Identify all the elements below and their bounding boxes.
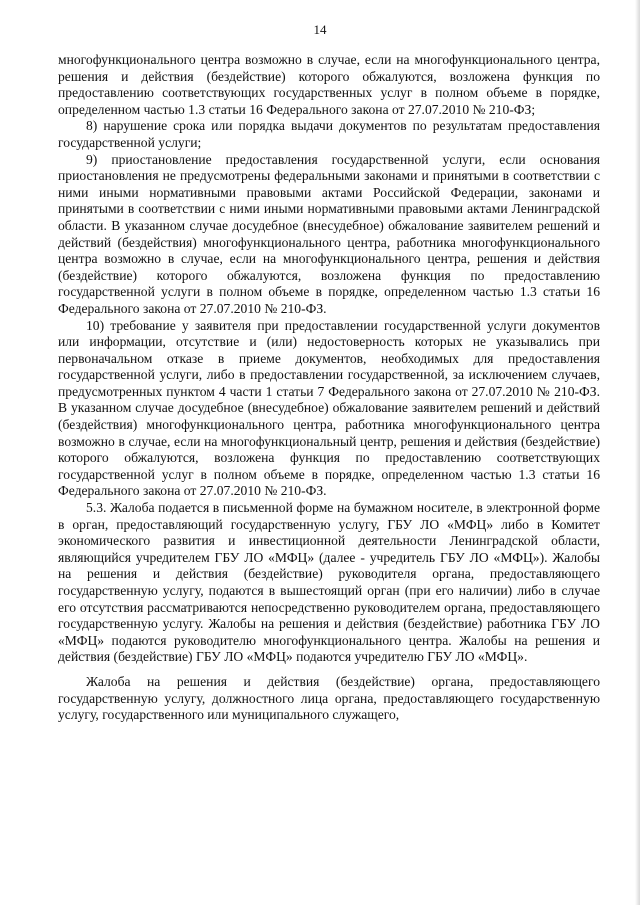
page-number: 14 bbox=[313, 22, 327, 37]
document-body bbox=[58, 52, 600, 724]
paragraph-item-9: 9) приостановление предоставления государственной услуги, если основания приостановления не предусмотрены федеральными законами и принятыми в соответствии с ними иными нормативными правовыми актами Российской Федерации, законами и принятыми в соответствии с ними иными нормативными правовыми актами Ленинградской области. В указанном случае досудебное (внесудебное) обжалование заявителем решений и действий (бездействия) многофункционального центра, работника многофункционального центра возможно в случае, если на многофункционального центра, решения и действия (бездействие) которого обжалуются, возложена функция по предоставлению государственной услуги в полном объеме в порядке, определенном частью 1.3 статьи 16 Федерального закона от 27.07.2010 № 210-ФЗ. bbox=[58, 151, 600, 316]
paragraph-5-3: 5.3. Жалоба подается в письменной форме на бумажном носителе, в электронной форме в орган, предоставляющий государственную услугу, ГБУ ЛО «МФЦ» либо в Комитет экономического развития и инвестиционной деятельности Ленинградской области, являющийся учредителем ГБУ ЛО «МФЦ» (далее - учредитель ГБУ ЛО «МФЦ»). Жалобы на решения и действия (бездействие) руководителя органа, предоставляющего государственную услугу, подаются в вышестоящий орган (при его наличии) либо в случае его отсутствия рассматриваются непосредственно руководителем органа, предоставляющего государственную услугу. Жалобы на решения и действия (бездействие) работника ГБУ ЛО «МФЦ» подаются руководителю многофункционального центра. Жалобы на решения и действия (бездействие) ГБУ ЛО «МФЦ» подаются учредителю ГБУ ЛО «МФЦ». bbox=[58, 500, 600, 665]
paragraph-item-10: 10) требование у заявителя при предоставлении государственной услуги документов или информации, отсутствие и (или) недостоверность которых не указывались при первоначальном отказе в приеме документов, необходимых для предоставления государственной услуги, либо в предоставлении государственной, за исключением случаев, предусмотренных пунктом 4 части 1 статьи 7 Федерального закона от 27.07.2010 № 210-ФЗ. В указанном случае досудебное (внесудебное) обжалование заявителем решений и действий (бездействия) многофункционального центра, работника многофункционального центра возможно в случае, если на многофункциональный центр, решения и действия (бездействие) которого обжалуются, возложена функция по предоставлению соответствующих государственной услуг в полном объеме в порядке, определенном частью 1.3 статьи 16 Федерального закона от 27.07.2010 № 210-ФЗ. bbox=[58, 317, 600, 499]
paragraph-item-8: 8) нарушение срока или порядка выдачи документов по результатам предоставления государственной услуги; bbox=[58, 118, 600, 150]
page-edge-shadow bbox=[635, 0, 640, 905]
paragraph-complaint: Жалоба на решения и действия (бездействие) органа, предоставляющего государственную услугу, должностного лица органа, предоставляющего государственную услугу, государственного или муниципального служащего, bbox=[58, 673, 600, 723]
paragraph-continuation: многофункционального центра возможно в случае, если на многофункционального центра, решения и действия (бездействие) которого обжалуются, возложена функция по предоставлению соответствующих государственных услуг в полном объеме в порядке, определенном частью 1.3 статьи 16 Федерального закона от 27.07.2010 № 210-ФЗ; bbox=[58, 52, 600, 117]
